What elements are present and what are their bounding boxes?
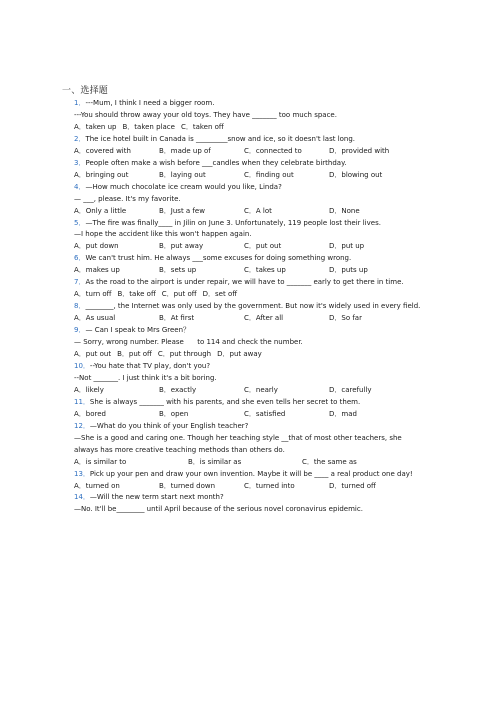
- question-7: [74, 277, 424, 289]
- question-number: 2．: [74, 134, 86, 143]
- question-stem: — Can I speak to Mrs Green？: [85, 326, 191, 335]
- question-stem: ________, the Internet was only used by the government. But now it's widely used in every field.: [85, 302, 421, 311]
- question-number: 13．: [74, 469, 90, 478]
- question-number: 3．: [74, 158, 86, 167]
- question-stem: ---Mum, I think I need a bigger room.: [85, 99, 215, 107]
- question-number: 10．: [74, 361, 90, 370]
- question-5: [74, 218, 424, 230]
- option-b: B．taken place: [122, 122, 175, 131]
- question-extra: ---You should throw away your old toys. They have _______ too much space.: [74, 110, 337, 119]
- question-14: [74, 492, 424, 504]
- question-stem: We can't trust him. He always ___some excuses for doing something wrong.: [85, 254, 352, 263]
- question-number: 14．: [74, 493, 90, 502]
- question-8: [74, 301, 424, 313]
- question-number: 9．: [74, 326, 86, 335]
- question-stem: --You hate that TV play, don't you?: [89, 361, 211, 370]
- question-extra: —She is a good and caring one. Though her teaching style __that of most other teachers, she always has more creative teaching methods than others do.: [74, 433, 402, 454]
- option-a: A．As usual: [74, 314, 116, 323]
- question-number: 11．: [74, 397, 90, 406]
- question-number: 1．: [74, 99, 86, 107]
- option-b: B．exactly: [159, 385, 197, 394]
- option-c: C．takes up: [244, 266, 286, 275]
- question-stem: As the road to the airport is under repair, we will have to _______ early to get there in time.: [85, 278, 404, 287]
- question-stem: —How much chocolate ice cream would you like, Linda?: [85, 182, 282, 191]
- options-row: [74, 146, 424, 158]
- options-row: [74, 481, 424, 493]
- option-d: D．put up: [329, 242, 365, 251]
- question-list: [74, 98, 424, 516]
- question-3: [74, 158, 424, 170]
- question-stem: The ice hotel built in Canada is _________snow and ice, so it doesn't last long.: [85, 134, 356, 143]
- question-10: [74, 361, 424, 373]
- option-d: D．put away: [217, 350, 262, 359]
- option-d: D．None: [329, 206, 360, 215]
- option-d: D．carefully: [329, 385, 372, 394]
- question-extra: --Not _______. I just think it's a bit boring.: [74, 373, 217, 382]
- option-c: C．finding out: [244, 170, 294, 179]
- option-b: B．is similar as: [188, 457, 242, 466]
- question-number: 7．: [74, 278, 86, 287]
- options-row: [74, 349, 424, 361]
- option-c: C．put out: [244, 242, 282, 251]
- question-stem: She is always _______ with his parents, and she even tells her secret to them.: [89, 397, 361, 406]
- option-a: A．turned on: [74, 481, 120, 490]
- option-c: C．connected to: [244, 146, 302, 155]
- options-row: [74, 241, 424, 253]
- question-6: [74, 253, 424, 265]
- question-1: [74, 98, 424, 110]
- question-stem: —The fire was finally____ in Jilin on June 3. Unfortunately, 119 people lost their lives.: [85, 218, 381, 227]
- question-number: 12．: [74, 421, 90, 430]
- options-row: [74, 385, 424, 397]
- option-c: C．turned into: [244, 481, 295, 490]
- options-row: [74, 457, 424, 469]
- option-b: B．made up of: [159, 146, 211, 155]
- options-row: [74, 122, 424, 134]
- options-row: [74, 313, 424, 325]
- question-stem: Pick up your pen and draw your own invention. Maybe it will be ____ a real product one day!: [89, 469, 413, 478]
- option-c: C．the same as: [302, 457, 357, 466]
- option-c: C．A lot: [244, 206, 272, 215]
- question-12: [74, 421, 424, 433]
- question-11: [74, 397, 424, 409]
- question-stem: —Will the new term start next month?: [89, 493, 224, 502]
- option-d: D．set off: [202, 290, 238, 299]
- options-row: [74, 265, 424, 277]
- option-d: D．blowing out: [329, 170, 383, 179]
- options-row: [74, 409, 424, 421]
- option-d: D．turned off: [329, 481, 376, 490]
- option-d: D．mad: [329, 409, 357, 418]
- option-b: B．put off: [117, 350, 152, 359]
- option-a: A．put out: [74, 350, 112, 359]
- option-a: A．bringing out: [74, 170, 129, 179]
- question-number: 5．: [74, 218, 86, 227]
- option-d: D．So far: [329, 314, 362, 323]
- option-a: A．taken up: [74, 122, 117, 131]
- option-c: C．put through: [157, 350, 212, 359]
- option-a: A．covered with: [74, 146, 131, 155]
- question-extra: — Sorry, wrong number. Please to 114 and check the number.: [74, 338, 303, 347]
- option-b: B．put away: [159, 242, 204, 251]
- question-extra: —No. It'll be________ until April because of the serious novel coronavirus epidemic.: [74, 505, 363, 514]
- question-number: 8．: [74, 302, 86, 311]
- option-b: B．laying out: [159, 170, 206, 179]
- option-d: D．puts up: [329, 266, 368, 275]
- options-row: [74, 206, 424, 218]
- option-a: A．bored: [74, 409, 106, 418]
- option-a: A．turn off: [74, 290, 112, 299]
- question-4: [74, 182, 424, 194]
- question-number: 4．: [74, 182, 86, 191]
- question-13: [74, 469, 424, 481]
- options-row: [74, 170, 424, 182]
- question-stem: People often make a wish before ___candles when they celebrate birthday.: [85, 158, 347, 167]
- option-c: C．taken off: [180, 122, 224, 131]
- option-a: A．makes up: [74, 266, 120, 275]
- option-b: B．sets up: [159, 266, 197, 275]
- question-9: [74, 325, 424, 337]
- question-2: [74, 134, 424, 146]
- option-a: A．Only a little: [74, 206, 127, 215]
- option-c: C．nearly: [244, 385, 278, 394]
- option-c: C．After all: [244, 314, 284, 323]
- option-c: C．satisfied: [244, 409, 286, 418]
- question-number: 6．: [74, 254, 86, 263]
- question-extra: — ___, please. It's my favorite.: [74, 194, 181, 203]
- question-stem: —What do you think of your English teacher?: [89, 421, 249, 430]
- option-b: B．take off: [117, 290, 156, 299]
- option-b: B．open: [159, 409, 189, 418]
- option-b: B．At first: [159, 314, 195, 323]
- option-b: B．Just a few: [159, 206, 205, 215]
- section-title: 一、选择题: [62, 86, 109, 96]
- option-c: C．put off: [161, 290, 197, 299]
- option-a: A．likely: [74, 385, 104, 394]
- option-b: B．turned down: [159, 481, 216, 490]
- option-a: A．put down: [74, 242, 119, 251]
- question-extra: —I hope the accident like this won't happen again.: [74, 230, 252, 239]
- option-a: A．is similar to: [74, 457, 127, 466]
- option-d: D．provided with: [329, 146, 390, 155]
- options-row: [74, 289, 424, 301]
